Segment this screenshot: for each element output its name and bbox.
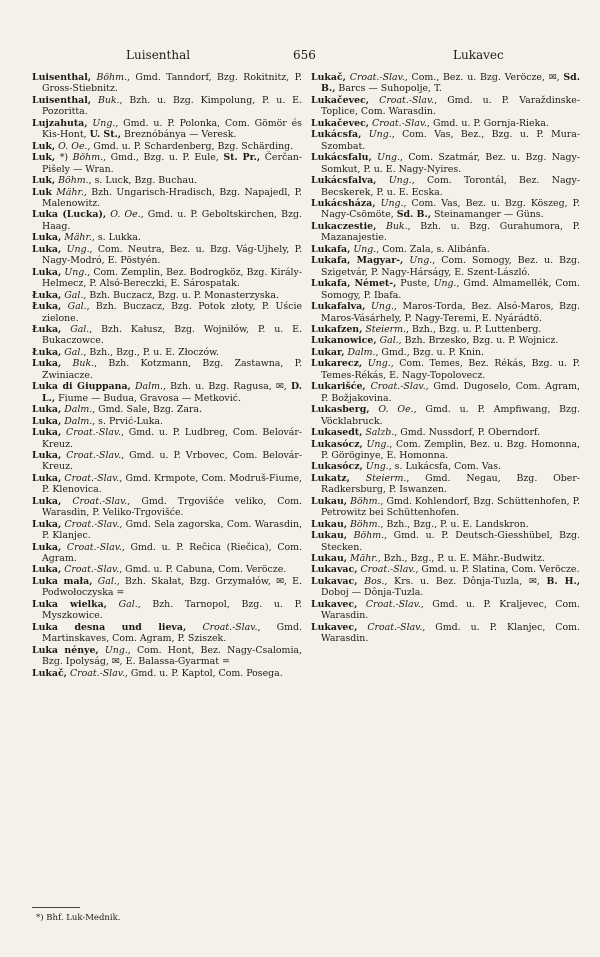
gazetteer-entry: Lukafalva, Ung., Maros-Torda, Bez. Alsó-Maros, Bzg. Maros-Vásárhely, P. Nagy-Teremi, E. Nyárádtö. [311, 301, 580, 324]
gazetteer-entry: Lukafa, Német-, Puste, Ung., Gmd. Almamellék, Com. Somogy, P. Ibafa. [311, 278, 580, 301]
header-left-keyword: Luisenthal [126, 48, 191, 62]
gazetteer-entry: Lukafa, Magyar-, Ung., Com. Somogy, Bez. u. Bzg. Szigetvár, P. Nagy-Hárságy, E. Szent-László. [311, 255, 580, 278]
gazetteer-entry: Lukavac, Croat.-Slav., Gmd. u. P. Slatina, Com. Veröcze. [311, 564, 580, 576]
gazetteer-entry: Lukaczestie, Buk., Bzh. u. Bzg. Gurahumora, P. Mazanajestie. [311, 220, 580, 244]
gazetteer-entry: Lukasedt, Salzb., Gmd. Nussdorf, P. Oberndorf. [311, 427, 541, 439]
gazetteer-entry: Luka desna und lieva, Croat.-Slav., Gmd. Martinskaves, Com. Agram, P. Sziszek. [32, 621, 302, 645]
gazetteer-entry: Łuka, Gal., Bzh. Buczacz, Bzg. u. P. Monasterzyska. [32, 289, 279, 301]
gazetteer-entry: Luka wielka, Gal., Bzh. Tarnopol, Bzg. u. P. Myszkowice. [32, 598, 303, 622]
gazetteer-entry: Łuka, Gal., Bzh. Kałusz, Bzg. Wojniłów, P. u. E. Bukaczowce. [32, 323, 302, 347]
gazetteer-entry: Luka, Dalm., s. Prvić-Luka. [32, 415, 163, 427]
gazetteer-entry: Luka, Buk., Bzh. Kotzmann, Bzg. Zastawna, P. Zwiniacze. [32, 358, 302, 381]
footnote-divider [32, 907, 80, 908]
gazetteer-entry: Luka, Croat.-Slav., Gmd. Trgovišće veliko, Com. Warasdin, P. Veliko-Trgovišće. [32, 495, 302, 519]
gazetteer-entry: Lukačevec, Croat.-Slav., Gmd. u. P. Gornja-Rieka. [311, 117, 549, 129]
gazetteer-entry: Lukácsfalu, Ung., Com. Szatmár, Bez. u. Bzg. Nagy-Somkut, P. u. E. Nagy-Nyires. [311, 152, 580, 175]
page-number: 656 [293, 48, 316, 62]
gazetteer-entry: Luka, Croat.-Slav., Gmd. Sela zagorska, Com. Warasdin, P. Klanjec. [32, 518, 303, 542]
page-header [30, 48, 574, 64]
gazetteer-entry: Luisenthal, Buk., Bzh. u. Bzg. Kimpolung, P. u. E. Pozoritta. [32, 94, 302, 118]
gazetteer-entry: Lukačevec, Croat.-Slav., Gmd. u. P. Varaždinske-Toplice, Com. Warasdin. [311, 94, 580, 118]
gazetteer-entry: Luka di Giuppana, Dalm., Bzh. u. Bzg. Ragusa, ✉, D. L., Fiume — Budua, Gravosa — Metković. [32, 381, 302, 404]
gazetteer-entry: Lukavec, Croat.-Slav., Gmd. u. P. Kraljevec, Com. Warasdin. [311, 598, 580, 622]
gazetteer-entry: Luka, Dalm., Gmd. Sale, Bzg. Zara. [32, 404, 202, 416]
gazetteer-entry: Luka, Croat.-Slav., Gmd. u. P. Rečica (Riečica), Com. Agram. [32, 541, 302, 565]
gazetteer-entry: Luk, Böhm., s. Luck, Bzg. Buchau. [32, 175, 198, 187]
gazetteer-entry: Luka nénye, Ung., Com. Hont, Bez. Nagy-Csalomia, Bzg. Ipolyság, ✉, E. Balassa-Gyarmat = [32, 644, 303, 668]
gazetteer-entry: Luk, O. Oe., Gmd. u. P. Schardenberg, Bzg. Schärding. [32, 140, 294, 152]
gazetteer-entry: Luka, Mähr., s. Lukka. [32, 232, 141, 244]
gazetteer-entry: Luka, Ung., Com. Neutra, Bez. u. Bzg. Vág-Ujhely, P. Nagy-Modró, E. Pöstyén. [32, 243, 303, 267]
gazetteer-entry: Luka mała, Gal., Bzh. Skałat, Bzg. Grzymałów, ✉, E. Podwołoczyska = [32, 575, 302, 599]
gazetteer-entry: Lukau, Böhm., Bzh., Bzg., P. u. E. Landskron. [311, 518, 529, 530]
gazetteer-entry: Lukar, Dalm., Gmd., Bzg. u. P. Knin. [311, 346, 484, 358]
gazetteer-entry: Lukasberg, O. Oe., Gmd. u. P. Ampfiwang, Bzg. Vöcklabruck. [311, 404, 580, 427]
gazetteer-entry: Lukácsháza, Ung., Com. Vas, Bez. u. Bzg. Köszeg, P. Nagy-Csömöte, Sd. B., Steinamanger — Güns. [311, 197, 580, 221]
gazetteer-entry: Luka (Lucka), O. Oe., Gmd. u. P. Geboltskirchen, Bzg. Haag. [32, 209, 302, 232]
gazetteer-entry: Lukavec, Croat.-Slav., Gmd. u. P. Klanjec, Com. Warasdin. [311, 621, 580, 645]
gazetteer-entry: Lukau, Böhm., Gmd. u. P. Deutsch-Giesshübel, Bzg. Stecken. [311, 530, 580, 553]
gazetteer-entry: Luk Mähr., Bzh. Ungarisch-Hradisch, Bzg. Napajedl, P. Malenowitz. [32, 186, 303, 209]
gazetteer-entry: Luka, Croat.-Slav., Gmd. u. P. Ludbreg, Com. Belovár-Kreuz. [32, 427, 302, 450]
gazetteer-entry: Lukau, Böhm., Gmd. Kohlendorf, Bzg. Schüttenhofen, P. Petrowitz bei Schüttenhofen. [311, 495, 580, 519]
gazetteer-entry: Lukasócz, Ung., Com. Zemplin, Bez. u. Bzg. Homonna, P. Göröginye, E. Homonna. [311, 438, 580, 461]
gazetteer-entry: Lukácsfa, Ung., Com. Vas, Bez., Bzg. u. P. Mura-Szombat. [311, 129, 580, 152]
gazetteer-entry: Łuka, Gal., Bzh. Buczacz, Bzg. Potok złoty, P. Uście zielone. [32, 301, 302, 324]
gazetteer-entry: Luk, *) Böhm., Gmd., Bzg. u. P. Eule, St. Pr., Čerčan-Pišely — Wran. [32, 152, 302, 175]
gazetteer-entry: Lukarišće, Croat.-Slav., Gmd. Dugoselo, Com. Agram, P. Božjakovina. [311, 381, 581, 404]
gazetteer-entry: Lukau, Mähr., Bzh., Bzg., P. u. E. Mähr.-Budwitz. [311, 553, 545, 565]
gazetteer-entry: Luka, Croat.-Slav., Gmd. Krmpote, Com. Modruš-Fiume, P. Klenovica. [32, 472, 303, 496]
left-column [32, 72, 302, 679]
right-column [311, 72, 580, 645]
gazetteer-entry: Luisenthal, Böhm., Gmd. Tanndorf, Bzg. Rokitnitz, P. Gross-Stiebnitz. [32, 72, 302, 95]
gazetteer-entry: Lukácsfalva, Ung., Com. Torontál, Bez. Nagy-Becskerek, P. u. E. Ecska. [311, 175, 580, 198]
footnote: *) Bhf. Luk-Mednik. [36, 913, 121, 923]
gazetteer-entry: Luka, Croat.-Slav., Gmd. u. P. Cabuna, Com. Veröcze. [32, 564, 287, 576]
gazetteer-entry: Lukafa, Ung., Com. Zala, s. Alibánfa. [311, 243, 490, 255]
gazetteer-entry: Luka, Croat.-Slav., Gmd. u. P. Vrbovec, Com. Belovár-Kreuz. [32, 449, 302, 473]
gazetteer-entry: Łuka, Gal., Bzh., Bzg., P. u. E. Złoczów. [32, 346, 219, 358]
gazetteer-entry: Lukač, Croat.-Slav., Com., Bez. u. Bzg. Veröcze, ✉, Sd. B., Barcs — Suhopolje, T. [311, 72, 580, 95]
gazetteer-entry: Lukatz, Steierm., Gmd. Negau, Bzg. Ober-Radkersburg, P. Iswanzen. [311, 472, 580, 496]
gazetteer-entry: Lujzahuta, Ung., Gmd. u. P. Polonka, Com. Gömör és Kis-Hont, U. St., Breznóbánya — Veresk. [32, 117, 302, 141]
header-right-keyword: Lukavec [453, 48, 504, 62]
gazetteer-entry: Lukarecz, Ung., Com. Temes, Bez. Rékás, Bzg. u. P. Temes-Rékás, E. Nagy-Topolovecz. [311, 358, 580, 381]
gazetteer-entry: Lukanowice, Gal., Bzh. Brzesko, Bzg. u. P. Wojnicz. [311, 335, 559, 347]
gazetteer-entry: Lukafzen, Steierm., Bzh., Bzg. u. P. Luttenberg. [311, 323, 542, 335]
gazetteer-entry: Lukasócz, Ung., s. Lukácsfa, Com. Vas. [311, 461, 502, 473]
gazetteer-entry: Lukavac, Bos., Krs. u. Bez. Dônja-Tuzla, ✉, B. H., Doboj — Dônja-Tuzla. [311, 575, 580, 599]
gazetteer-entry: Luka, Ung., Com. Zemplin, Bez. Bodrogköz, Bzg. Király-Helmecz, P. Alsó-Bereczki, E. Sárospatak. [32, 266, 303, 290]
gazetteer-entry: Lukač, Croat.-Slav., Gmd. u. P. Kaptol, Com. Posega. [32, 667, 283, 679]
